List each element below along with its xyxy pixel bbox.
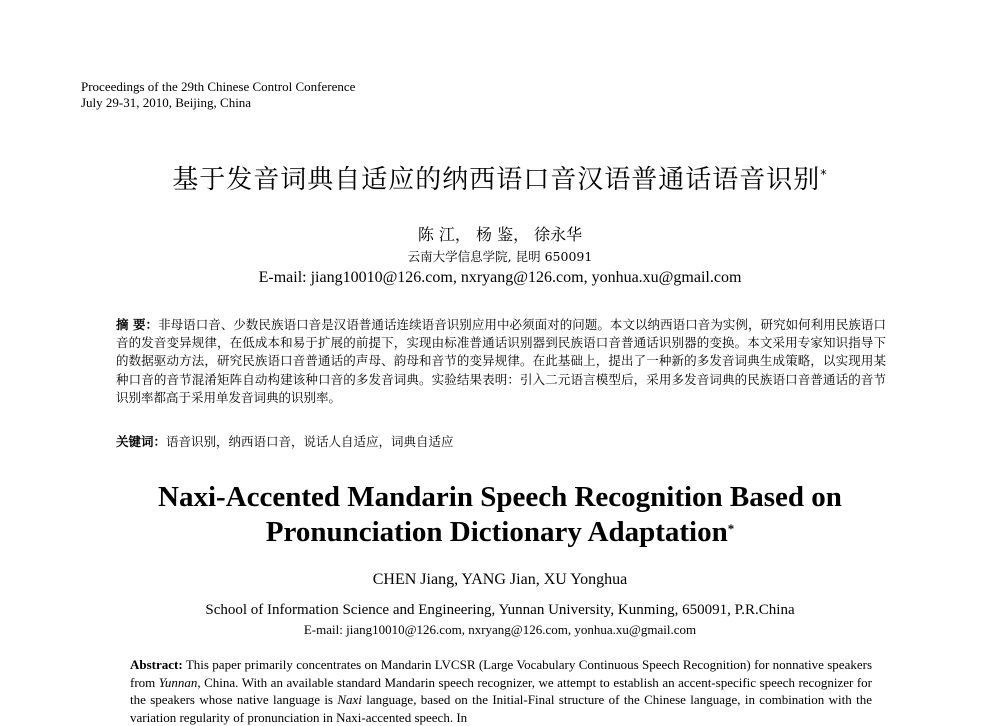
english-title-line-2-wrap <box>0 515 1000 550</box>
english-abstract-text-1: This paper primarily concentrates on Mandarin LVCSR (Large Vocabulary Continuous Speech Recognition) for nonnative speakers from <box>130 657 872 690</box>
chinese-keywords-text: 语音识别，纳西语口音，说话人自适应，词典自适应 <box>166 434 454 449</box>
chinese-keywords-label: 关键词： <box>116 434 167 449</box>
chinese-abstract-text: 非母语口音、少数民族语口音是汉语普通话连续语音识别应用中必须面对的问题。本文以纳西语口音为实例，研究如何利用民族语口音的发音变异规律，在低成本和易于扩展的前提下，实现由标准普通话识别器到民族语口音普通话识别器的变换。本文采用专家知识指导下的数据驱动方法，研究民族语口音普通话的声母、韵母和音节的变异规律。在此基础上，提出了一种新的多发音词典生成策略，以实现用某种口音的音节混淆矩阵自动构建该种口音的多发音词典。实验结果表明：引入二元语言模型后，采用多发音词典的民族语口音普通话的音节识别率都高于采用单发音词典的识别率。 <box>116 317 886 405</box>
chinese-affiliation: 云南大学信息学院, 昆明 650091 <box>407 249 593 264</box>
english-authors: CHEN Jiang, YANG Jian, XU Yonghua <box>372 571 628 588</box>
english-title-line-1: Naxi-Accented Mandarin Speech Recognition Based on <box>158 481 842 513</box>
english-email: E-mail: jiang10010@126.com, nxryang@126.com, yonhua.xu@gmail.com <box>303 622 697 637</box>
english-title-footnote-mark: * <box>727 521 735 536</box>
english-abstract-label: Abstract: <box>130 657 183 672</box>
english-affiliation: School of Information Science and Engineering, Yunnan University, Kunming, 650091, P.R.China <box>205 602 795 618</box>
chinese-email: E-mail: jiang10010@126.com, nxryang@126.com, yonhua.xu@gmail.com <box>258 269 742 286</box>
english-title-line-2: Pronunciation Dictionary Adaptation <box>265 516 728 548</box>
english-abstract-emphasis-yunnan: Yunnan <box>158 674 198 690</box>
english-abstract-text-3: language, based on the Initial-Final structure of the Chinese language, in combination with the variation regularity of pronunciation in Naxi-accented speech. In <box>130 692 872 725</box>
english-abstract-text-2: , China. With an available standard Mandarin speech recognizer, we attempt to establish an accent-specific speech recognizer for the speakers whose native language is <box>130 674 872 707</box>
chinese-abstract <box>116 316 886 407</box>
chinese-title <box>0 163 1000 197</box>
chinese-keywords <box>116 433 886 451</box>
english-abstract-emphasis-naxi: Naxi <box>337 692 362 707</box>
english-abstract <box>130 656 872 726</box>
chinese-abstract-label: 摘 要： <box>116 317 159 332</box>
chinese-title-text: 基于发音词典自适应的纳西语口音汉语普通话语音识别 <box>172 165 821 195</box>
chinese-authors: 陈 江， 杨 鉴， 徐永华 <box>417 225 583 244</box>
english-title <box>0 480 1000 550</box>
proceedings-name: Proceedings of the 29th Chinese Control Conference <box>81 79 356 94</box>
proceedings-header <box>81 79 355 111</box>
proceedings-date: July 29-31, 2010, Beijing, China <box>81 95 252 110</box>
chinese-title-footnote-mark: * <box>820 168 828 183</box>
